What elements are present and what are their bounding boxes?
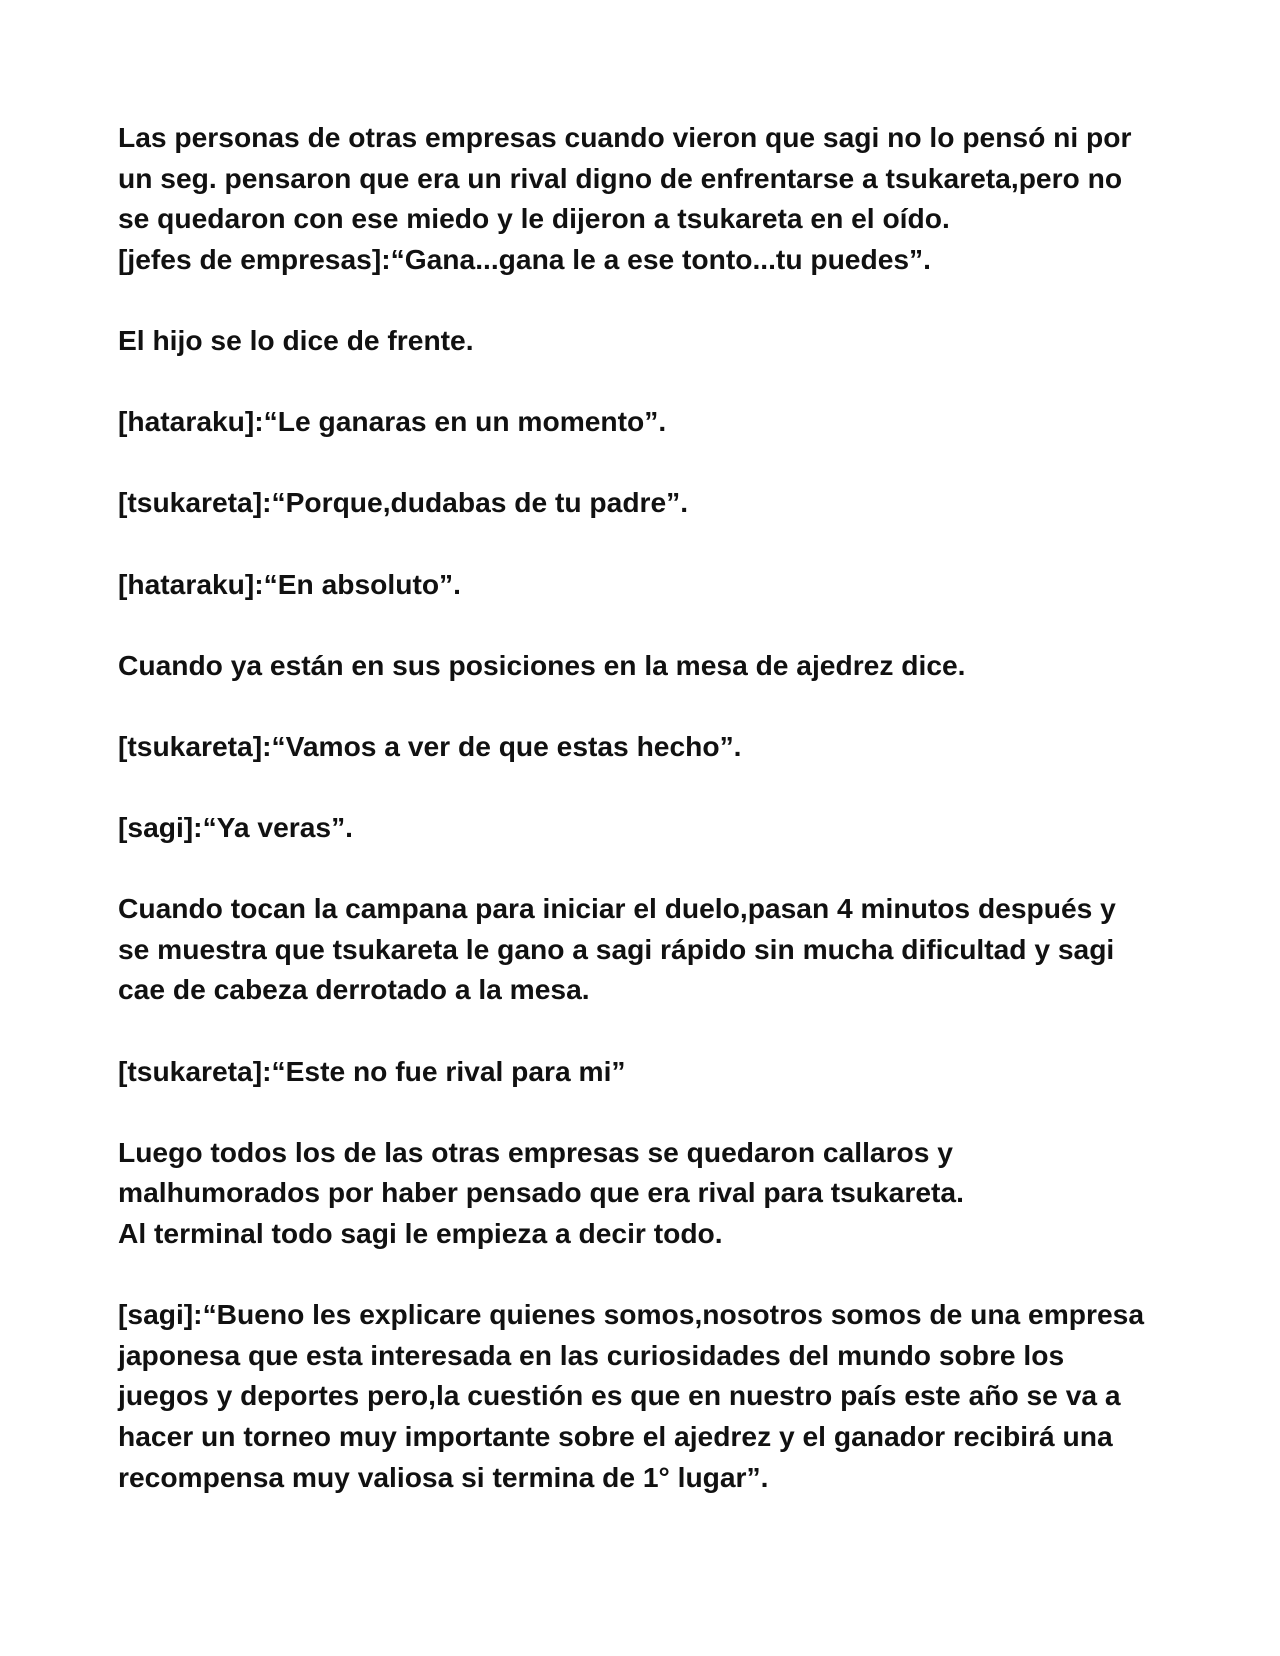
text-line: Luego todos los de las otras empresas se quedaron callaros y bbox=[118, 1135, 953, 1168]
paragraph-narration-5 bbox=[118, 1132, 1178, 1254]
text-line: japonesa que esta interesada en las curiosidades del mundo sobre los bbox=[118, 1338, 1065, 1371]
text-line: se quedaron con ese miedo y le dijeron a tsukareta en el oído. bbox=[118, 202, 950, 235]
paragraph-narration-3 bbox=[118, 645, 1178, 686]
text-line: Cuando ya están en sus posiciones en la mesa de ajedrez dice. bbox=[118, 648, 966, 681]
text-line: malhumorados por haber pensado que era rival para tsukareta. bbox=[118, 1176, 964, 1209]
text-line: Las personas de otras empresas cuando vieron que sagi no lo pensó ni por bbox=[118, 121, 1132, 153]
paragraph-dialogue-hataraku-1 bbox=[118, 401, 1178, 442]
text-line: [hataraku]:“Le ganaras en un momento”. bbox=[118, 405, 667, 438]
paragraph-narration-2 bbox=[118, 320, 1178, 361]
text-line: [jefes de empresas]:“Gana...gana le a ese tonto...tu puedes”. bbox=[118, 242, 931, 275]
text-line: se muestra que tsukareta le gano a sagi rápido sin mucha dificultad y sagi bbox=[118, 932, 1115, 965]
paragraph-narration-4 bbox=[118, 888, 1178, 1010]
text-line: [tsukareta]:“Este no fue rival para mi” bbox=[118, 1054, 626, 1087]
text-line: El hijo se lo dice de frente. bbox=[118, 323, 474, 356]
text-line: [hataraku]:“En absoluto”. bbox=[118, 567, 461, 600]
text-line: recompensa muy valiosa si termina de 1° lugar”. bbox=[118, 1460, 769, 1493]
text-line: hacer un torneo muy importante sobre el ajedrez y el ganador recibirá una bbox=[118, 1420, 1113, 1452]
paragraph-narration-1 bbox=[118, 117, 1178, 279]
text-line: un seg. pensaron que era un rival digno de enfrentarse a tsukareta,pero no bbox=[118, 161, 1123, 194]
paragraph-dialogue-tsukareta-3 bbox=[118, 1051, 1178, 1092]
text-line: [sagi]:“Bueno les explicare quienes somos,nosotros somos de una empresa bbox=[118, 1298, 1145, 1331]
text-line: [sagi]:“Ya veras”. bbox=[118, 811, 354, 844]
document-body bbox=[118, 117, 1178, 1538]
paragraph-dialogue-tsukareta-1 bbox=[118, 482, 1178, 523]
paragraph-dialogue-hataraku-2 bbox=[118, 564, 1178, 605]
text-line: [tsukareta]:“Vamos a ver de que estas hecho”. bbox=[118, 729, 742, 762]
paragraph-dialogue-tsukareta-2 bbox=[118, 726, 1178, 767]
text-line: cae de cabeza derrotado a la mesa. bbox=[118, 973, 590, 1006]
text-line: Cuando tocan la campana para iniciar el duelo,pasan 4 minutos después y bbox=[118, 892, 1116, 925]
paragraph-dialogue-sagi-1 bbox=[118, 807, 1178, 848]
text-line: juegos y deportes pero,la cuestión es que en nuestro país este año se va a bbox=[118, 1379, 1121, 1412]
text-line: [tsukareta]:“Porque,dudabas de tu padre”. bbox=[118, 486, 689, 519]
text-line: Al terminal todo sagi le empieza a decir todo. bbox=[118, 1217, 723, 1250]
paragraph-dialogue-sagi-2 bbox=[118, 1294, 1178, 1497]
